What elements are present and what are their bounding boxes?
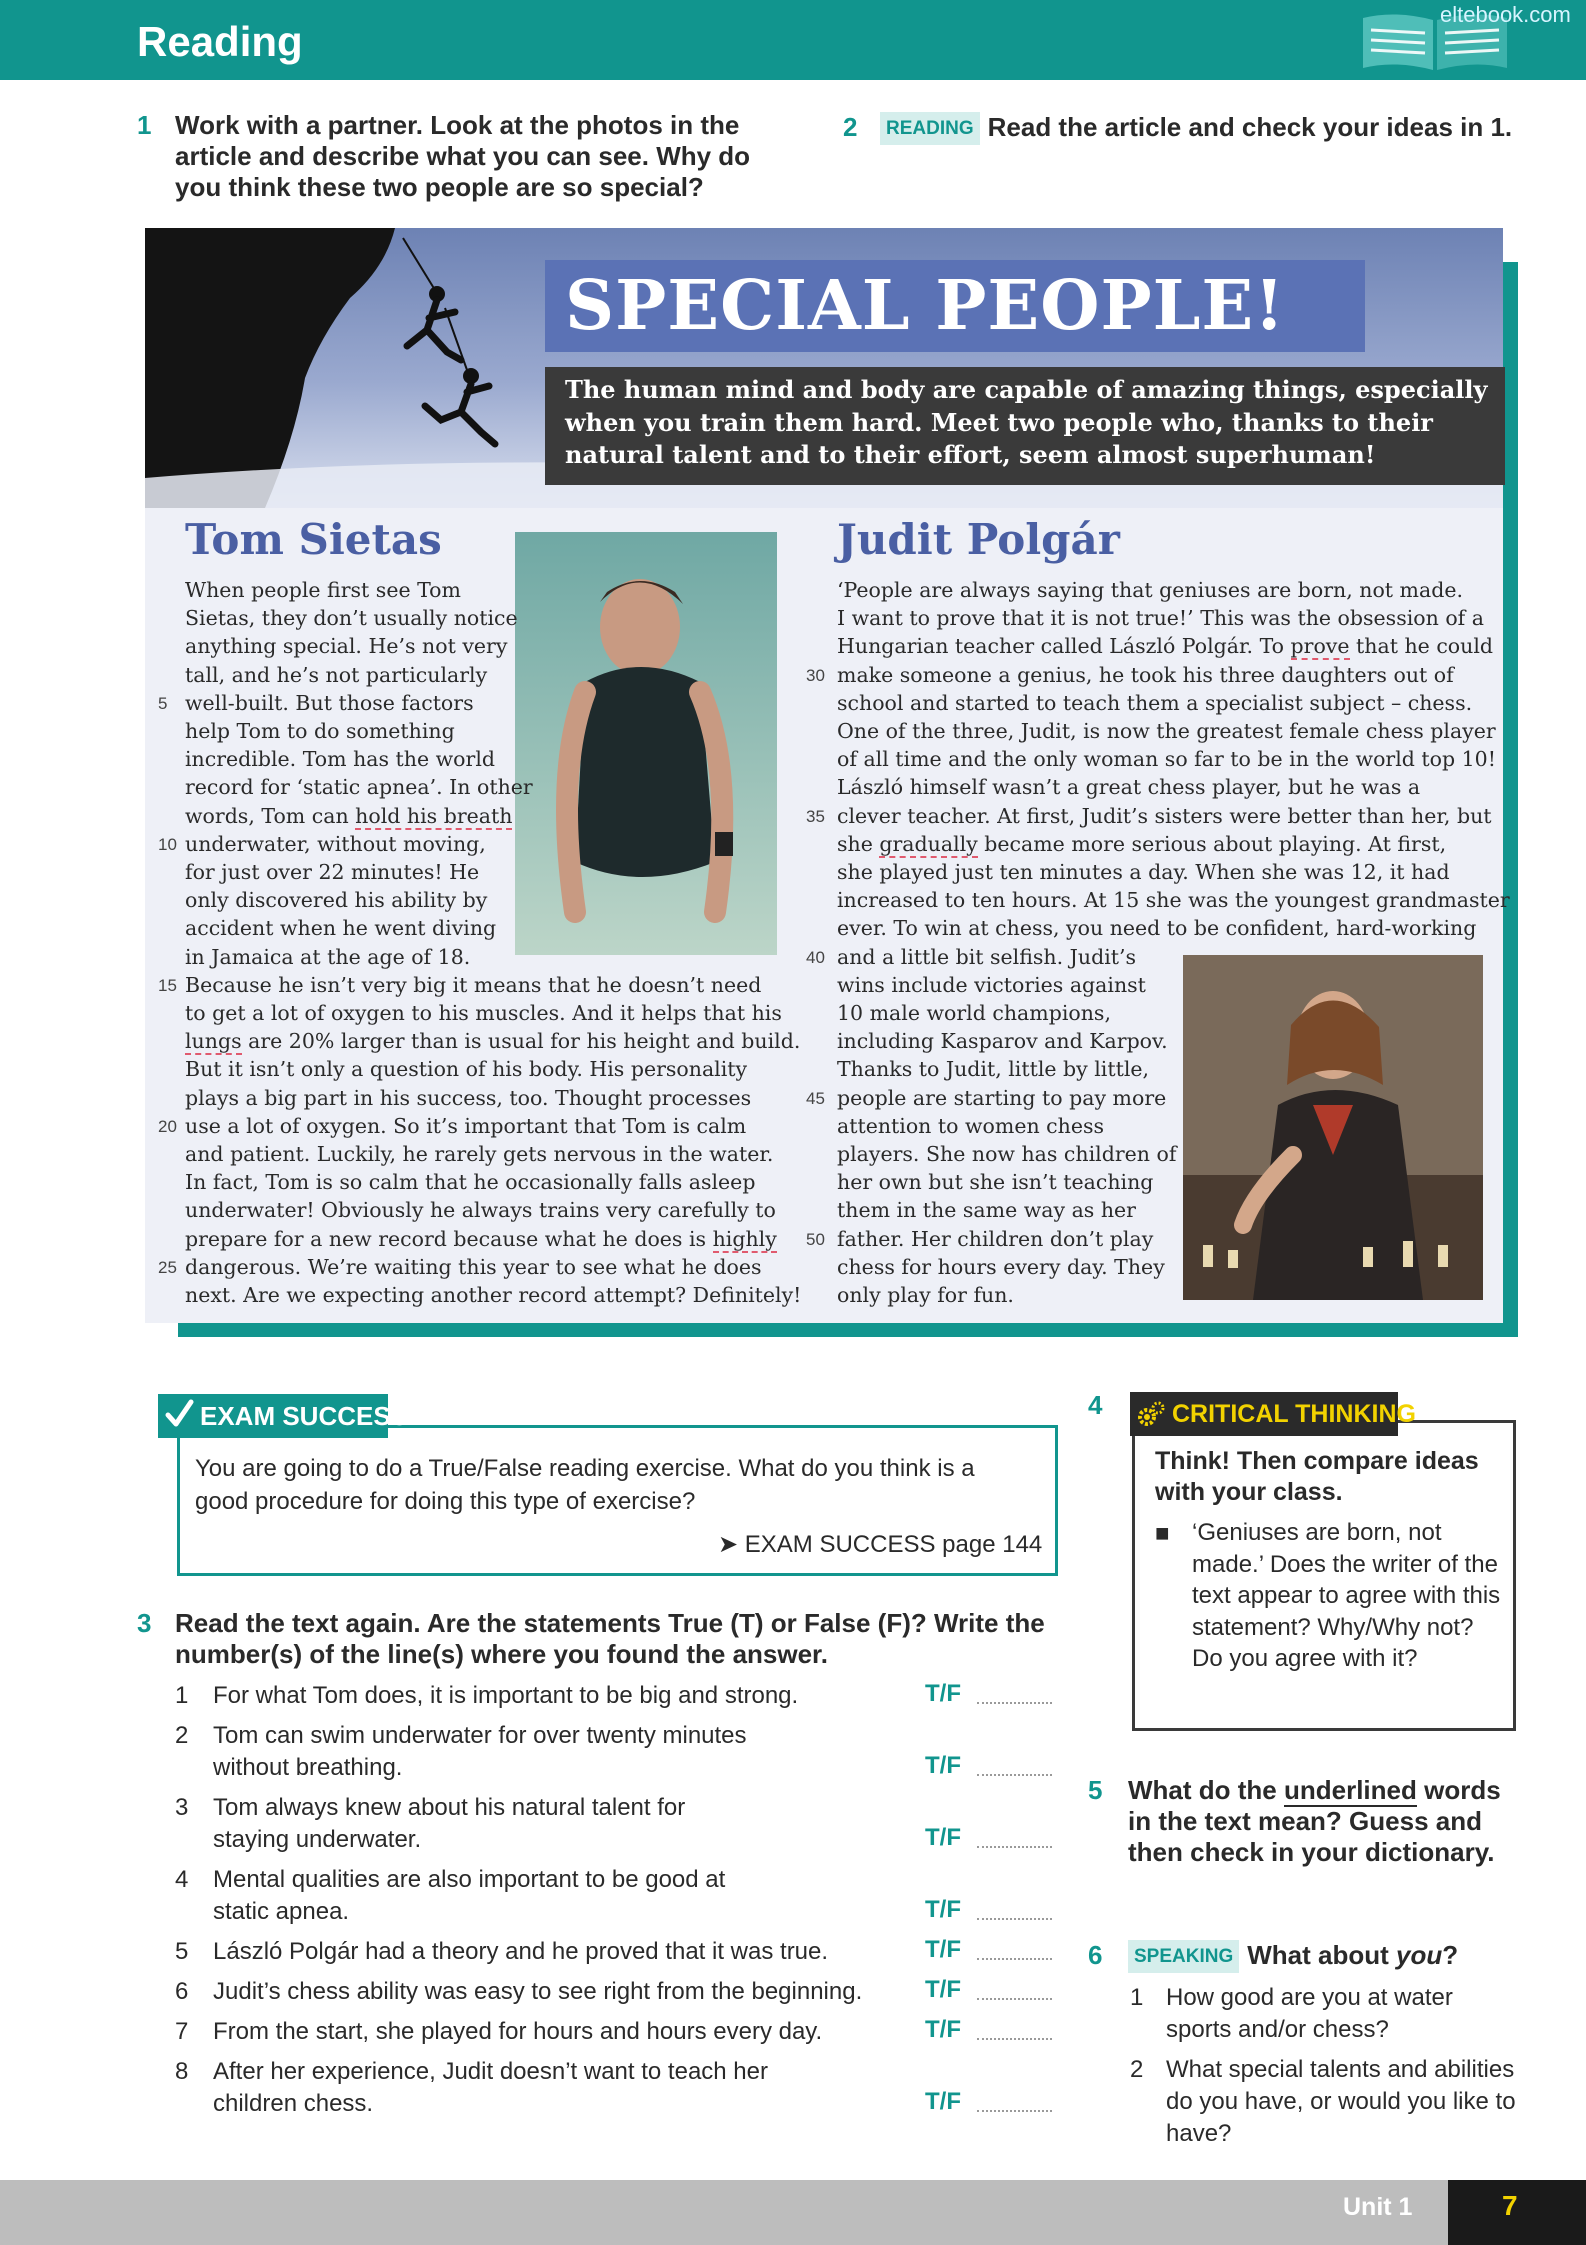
critical-thinking-heading: Think! Then compare ideas with your class. — [1155, 1447, 1479, 1506]
line-number: 15 — [158, 975, 177, 995]
exam-success-link[interactable]: ➤ EXAM SUCCESS page 144 — [718, 1531, 1043, 1558]
statement-text: staying underwater. — [213, 1826, 422, 1853]
article-line — [185, 1140, 801, 1168]
checkmark-icon — [164, 1397, 194, 1431]
question-1-number: 1 — [1130, 1984, 1144, 2011]
article-line — [185, 999, 801, 1027]
judit-polgar-text — [837, 576, 1510, 1309]
article-line — [837, 1140, 1510, 1168]
line-segment: in Jamaica at the age of 18. — [185, 944, 471, 969]
exercise-5-text-a: What do the — [1128, 1775, 1284, 1805]
exercise-6-number: 6 — [1088, 1940, 1103, 1970]
line-segment: dangerous. We’re waiting this year to see what he does — [185, 1254, 762, 1279]
critical-thinking-question: ‘Geniuses are born, not made.’ Does the writer of the text appear to agree with this statement? Why/Why not? Do you agree with it? — [1192, 1519, 1501, 1672]
statement-number: 7 — [175, 2018, 189, 2045]
article-line — [837, 830, 1510, 858]
article-line — [185, 1253, 801, 1281]
line-segment: including Kasparov and Karpov. — [837, 1029, 1168, 1054]
article-line — [837, 1196, 1510, 1224]
article-line — [185, 1112, 801, 1140]
statement-text: without breathing. — [213, 1754, 403, 1781]
exercise-2-text: Read the article and check your ideas in 1. — [987, 112, 1513, 142]
article-line — [837, 1168, 1510, 1196]
answer-line[interactable] — [977, 2038, 1052, 2040]
line-number: 5 — [158, 693, 168, 713]
answer-line[interactable] — [977, 1918, 1052, 1920]
article-line — [837, 1027, 1510, 1055]
article-line — [837, 1084, 1510, 1112]
article-line — [837, 858, 1510, 886]
underlined-word: highly — [712, 1226, 777, 1251]
exercise-3-instruction: Read the text again. Are the statements True (T) or False (F)? Write the number(s) of the line(s) where you found the answer. — [175, 1608, 1045, 1669]
article-line — [185, 1196, 801, 1224]
article-line — [185, 632, 801, 660]
line-segment: Sietas, they don’t usually notice — [185, 606, 518, 631]
exam-success-text: You are going to do a True/False reading exercise. What do you think is a good procedure for doing this type of exercise? — [195, 1455, 975, 1515]
watermark: eltebook.com — [1440, 2, 1571, 27]
exercise-5-underlined: underlined — [1283, 1775, 1417, 1805]
unit-label: Unit 1 — [1343, 2193, 1413, 2221]
statement-text: Tom always knew about his natural talent for — [213, 1794, 686, 1821]
tom-sietas-title: Tom Sietas — [185, 515, 442, 564]
line-number: 20 — [158, 1116, 177, 1136]
article-line — [185, 604, 801, 632]
line-segment: words, Tom can — [185, 803, 356, 828]
article-line — [185, 689, 801, 717]
line-segment: that he could — [1349, 634, 1494, 659]
line-segment: underwater, without moving, — [185, 831, 486, 856]
statement-number: 1 — [175, 1682, 189, 1709]
statement-text: For what Tom does, it is important to be big and strong. — [213, 1682, 799, 1709]
question-2-number: 2 — [1130, 2056, 1144, 2083]
line-segment: 10 male world champions, — [837, 1001, 1111, 1026]
line-segment: But it isn’t only a question of his body. His personality — [185, 1057, 748, 1082]
article-headline: SPECIAL PEOPLE! — [565, 266, 1286, 346]
article-line — [837, 576, 1510, 604]
line-segment: became more serious about playing. At first, — [977, 831, 1447, 856]
line-segment: Hungarian teacher called László Polgár. To — [837, 634, 1291, 659]
statement-number: 4 — [175, 1866, 189, 1893]
line-segment: underwater! Obviously he always trains very carefully to — [185, 1198, 776, 1223]
judit-polgar-title: Judit Polgár — [837, 515, 1120, 564]
article-line — [837, 943, 1510, 971]
line-segment: them in the same way as her — [837, 1198, 1136, 1223]
line-segment: chess for hours every day. They — [837, 1254, 1165, 1279]
statement-number: 6 — [175, 1978, 189, 2005]
answer-line[interactable] — [977, 1958, 1052, 1960]
reading-tag: READING — [880, 112, 980, 145]
line-number: 45 — [806, 1088, 825, 1108]
article-line — [185, 802, 801, 830]
statement-text: Mental qualities are also important to be good at — [213, 1866, 726, 1893]
true-false-choice[interactable]: T/F — [925, 1824, 961, 1851]
section-title: Reading — [137, 18, 303, 65]
underlined-word: hold his breath — [355, 803, 513, 828]
exercise-5-text-b: words in the text mean? Guess and then check in your dictionary. — [1128, 1775, 1501, 1867]
article-line — [185, 943, 801, 971]
answer-line[interactable] — [977, 1774, 1052, 1776]
article-line — [837, 1055, 1510, 1083]
true-false-choice[interactable]: T/F — [925, 1976, 961, 2003]
article-line — [185, 830, 801, 858]
article-line — [837, 632, 1510, 660]
line-segment: of all time and the only woman so far to be in the world top 10! — [837, 747, 1496, 772]
true-false-choice[interactable]: T/F — [925, 2088, 961, 2115]
line-segment: tall, and he’s not particularly — [185, 662, 488, 687]
article-line — [837, 886, 1510, 914]
statement-item — [175, 2016, 915, 2048]
article-line — [837, 1225, 1510, 1253]
statement-text: After her experience, Judit doesn’t want to teach her — [213, 2058, 768, 2085]
line-segment: ever. To win at chess, you need to be confident, hard-working — [837, 916, 1477, 941]
statement-number: 3 — [175, 1794, 189, 1821]
line-segment: use a lot of oxygen. So it’s important that Tom is calm — [185, 1113, 747, 1138]
article-line — [837, 1112, 1510, 1140]
line-segment: record for ‘static apnea’. In other — [185, 775, 533, 800]
article-line — [185, 1281, 801, 1309]
article-line — [837, 971, 1510, 999]
line-segment: incredible. Tom has the world — [185, 747, 495, 772]
critical-thinking-label: CRITICAL THINKING — [1172, 1400, 1416, 1428]
article-line — [185, 661, 801, 689]
statement-number: 8 — [175, 2058, 189, 2085]
line-segment: and a little bit selfish. Judit’s — [837, 944, 1137, 969]
true-false-choice[interactable]: T/F — [925, 1936, 961, 1963]
statement-text: Judit’s chess ability was easy to see right from the beginning. — [213, 1978, 863, 2005]
question-1-text: How good are you at water sports and/or chess? — [1166, 1984, 1453, 2043]
line-segment: only play for fun. — [837, 1283, 1014, 1308]
line-segment: One of the three, Judit, is now the greatest female chess player — [837, 719, 1496, 744]
line-number: 10 — [158, 834, 177, 854]
statement-text: László Polgár had a theory and he proved that it was true. — [213, 1938, 829, 1965]
answer-line[interactable] — [977, 1998, 1052, 2000]
line-segment: I want to prove that it is not true!’ This was the obsession of a — [837, 606, 1485, 631]
true-false-choice[interactable]: T/F — [925, 2016, 961, 2043]
line-segment: attention to women chess — [837, 1113, 1105, 1138]
article-line — [185, 858, 801, 886]
article-line — [185, 914, 801, 942]
gears-icon — [1136, 1400, 1166, 1430]
article-line — [185, 971, 801, 999]
exercise-6-text-b: ? — [1442, 1940, 1459, 1970]
true-false-choice[interactable]: T/F — [925, 1680, 961, 1707]
line-segment: are 20% larger than is usual for his height and build. — [241, 1029, 801, 1054]
line-segment: help Tom to do something — [185, 719, 455, 744]
article-line — [185, 773, 801, 801]
article-line — [837, 1281, 1510, 1309]
statement-item — [175, 1720, 915, 1784]
line-segment: prepare for a new record because what he does is — [185, 1226, 713, 1251]
true-false-choice[interactable]: T/F — [925, 1896, 961, 1923]
line-segment: and patient. Luckily, he rarely gets nervous in the water. — [185, 1142, 774, 1167]
line-number: 40 — [806, 947, 825, 967]
answer-line[interactable] — [977, 1846, 1052, 1848]
article-line — [185, 886, 801, 914]
exercise-6-emphasis: you — [1396, 1940, 1443, 1970]
exercise-5-number: 5 — [1088, 1775, 1103, 1805]
article-line — [185, 1225, 801, 1253]
line-segment: to get a lot of oxygen to his muscles. And it helps that his — [185, 1001, 782, 1026]
line-segment: In fact, Tom is so calm that he occasionally falls asleep — [185, 1170, 756, 1195]
article-line — [185, 717, 801, 745]
line-segment: next. Are we expecting another record attempt? Definitely! — [185, 1283, 802, 1308]
exercise-2-number: 2 — [843, 112, 858, 142]
exercise-3-number: 3 — [137, 1608, 152, 1638]
article-line — [185, 1055, 801, 1083]
statement-item — [175, 2056, 915, 2120]
line-segment: make someone a genius, he took his three daughters out of — [837, 662, 1454, 687]
exercise-5-instruction — [1128, 1775, 1518, 1868]
line-number: 50 — [806, 1229, 825, 1249]
article-line — [837, 717, 1510, 745]
page-number: 7 — [1502, 2190, 1518, 2221]
exam-success-label: EXAM SUCCESS — [200, 1401, 409, 1431]
exercise-6-instruction — [1128, 1940, 1528, 1973]
statement-item — [175, 1680, 915, 1712]
answer-line[interactable] — [977, 1702, 1052, 1704]
article-line — [837, 689, 1510, 717]
speaking-tag: SPEAKING — [1128, 1940, 1239, 1973]
line-segment: accident when he went diving — [185, 916, 497, 941]
true-false-choice[interactable]: T/F — [925, 1752, 961, 1779]
exercise-1-number: 1 — [137, 110, 152, 140]
exercise-4-number: 4 — [1088, 1390, 1103, 1420]
statement-item — [175, 1864, 915, 1928]
line-segment: father. Her children don’t play — [837, 1226, 1154, 1251]
line-number: 25 — [158, 1257, 177, 1277]
statement-item — [175, 1792, 915, 1856]
article-line — [185, 1027, 801, 1055]
article-line — [837, 802, 1510, 830]
article-line — [185, 1168, 801, 1196]
line-segment: players. She now has children of — [837, 1142, 1177, 1167]
line-segment: increased to ten hours. At 15 she was the youngest grandmaster — [837, 888, 1510, 913]
article-intro: The human mind and body are capable of amazing things, especially when you train them hard. Meet two people who, thanks to their natural talent and to their effort, seem almost superhuman! — [565, 375, 1488, 469]
article-line — [185, 745, 801, 773]
article-line — [837, 999, 1510, 1027]
line-number: 30 — [806, 665, 825, 685]
article-line — [185, 1084, 801, 1112]
line-segment: anything special. He’s not very — [185, 634, 508, 659]
line-segment: clever teacher. At first, Judit’s sisters were better than her, but — [837, 803, 1492, 828]
article-line — [837, 773, 1510, 801]
line-segment: for just over 22 minutes! He — [185, 860, 480, 885]
line-number: 35 — [806, 806, 825, 826]
statement-item — [175, 1976, 915, 2008]
exercise-1-instruction: Work with a partner. Look at the photos in the article and describe what you can see. Why do you think these two people are so special? — [175, 110, 751, 202]
line-segment: only discovered his ability by — [185, 888, 488, 913]
line-segment: her own but she isn’t teaching — [837, 1170, 1154, 1195]
exercise-2-instruction — [880, 112, 1520, 145]
line-segment: she — [837, 831, 880, 856]
line-segment: When people first see Tom — [185, 578, 461, 602]
underlined-word: lungs — [185, 1029, 242, 1054]
tom-sietas-text — [185, 576, 801, 1309]
line-segment: Because he isn’t very big it means that he doesn’t need — [185, 972, 762, 997]
statement-text: From the start, she played for hours and hours every day. — [213, 2018, 823, 2045]
statement-number: 5 — [175, 1938, 189, 1965]
line-segment: Thanks to Judit, little by little, — [837, 1057, 1150, 1082]
question-2-text: What special talents and abilities do you have, or would you like to have? — [1166, 2056, 1516, 2147]
statement-text: children chess. — [213, 2090, 374, 2117]
article-line — [837, 745, 1510, 773]
exercise-6-text-a: What about — [1247, 1940, 1397, 1970]
article-line — [185, 576, 801, 604]
underlined-word: prove — [1290, 634, 1350, 659]
article-line — [837, 661, 1510, 689]
article-line — [837, 914, 1510, 942]
article-line — [837, 604, 1510, 632]
line-segment: plays a big part in his success, too. Thought processes — [185, 1085, 752, 1110]
line-segment: well-built. But those factors — [185, 690, 474, 715]
line-segment: ‘People are always saying that geniuses are born, not made. — [837, 578, 1463, 602]
statement-text: static apnea. — [213, 1898, 350, 1925]
statement-item — [175, 1936, 915, 1968]
line-segment: people are starting to pay more — [837, 1085, 1167, 1110]
statement-number: 2 — [175, 1722, 189, 1749]
underlined-word: gradually — [879, 831, 978, 856]
line-segment: wins include victories against — [837, 972, 1146, 997]
statement-text: Tom can swim underwater for over twenty minutes — [213, 1722, 747, 1749]
answer-line[interactable] — [977, 2110, 1052, 2112]
article-line — [837, 1253, 1510, 1281]
line-segment: school and started to teach them a specialist subject – chess. — [837, 690, 1473, 715]
bullet-icon: ■ — [1155, 1520, 1170, 1547]
line-segment: László himself wasn’t a great chess player, but he was a — [837, 775, 1421, 800]
line-segment: she played just ten minutes a day. When she was 12, it had — [837, 860, 1450, 885]
